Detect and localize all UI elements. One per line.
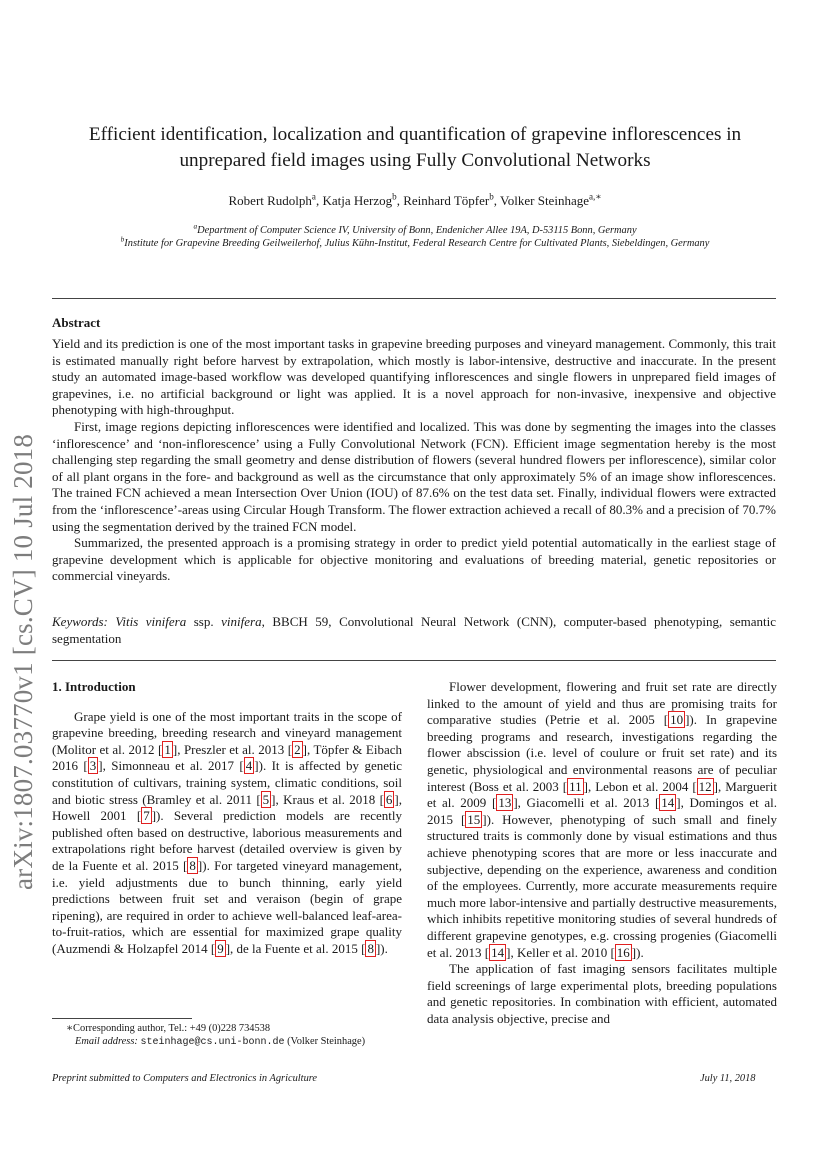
author-name: Volker Steinhage [500, 193, 589, 208]
citation-link[interactable]: [ 6 ] [379, 791, 399, 807]
divider-bottom [52, 660, 776, 661]
citation-link[interactable]: [ 4 ] [239, 758, 259, 774]
citation-link[interactable]: [ 8 ] [183, 857, 203, 873]
intro-paragraph-left: Grape yield is one of the most important traits in the scope of grapevine breeding, breeding research and vineyard management (Molitor et al. 2012 [ 1 ], Preszler et al. 2013 [ 2 ], Töpfer & Eibach 2016 [ 3 ], Simonneau et al. 2017 [ 4 ]). It is affected by genetic constitution of cultivars, training system, climatic conditions, soil and biotic stress (Bramley et al. 2011 [ 5 ], Kraus et al. 2018 [ 6 ], Howell 2001 [ 7 ]). Several prediction models are recently published often based on destructive, laborious measurements and extrapolations right before harvest (detailed overview is given by de la Fuente et al. 2015 [ 8 ]). For targeted vineyard management, i.e. yield adjustments due to bunch thinning, early yield predictions between fruit set and veraison (begin of grape ripening), are required in order to achieve well-balanced leaf-area-to-fruit-ratios, which are essential for maximized grape quality (Auzmendi & Holzapfel 2014 [ 9 ], de la Fuente et al. 2015 [ 8 ]). [52, 708, 403, 956]
abstract-paragraph: Yield and its prediction is one of the most important tasks in grapevine breeding purposes and vineyard management. Commonly, this trait is estimated manually right before harvest by extrapolation, which mostly is labor-intensive, destructive and inaccurate. In the present study an automated image-based workflow was developed quantifying inflorescences and single flowers in unprepared field images of grapevines, i.e. no artificial background or light was applied. It is a novel approach for non-invasive, inexpensive and objective phenotyping with high-throughput. [52, 336, 776, 418]
footer-journal: Preprint submitted to Computers and Electronics in Agriculture [52, 1073, 318, 1084]
abstract-paragraph: First, image regions depicting inflorescences were identified and localized. This was done by segmenting the images into the classes ‘inflorescence’ and ‘non-inflorescence’ using a Fully Convolutional Network (FCN). Efficient image segmentation hereby is the most challenging step regarding the small geometry and dense distribution of flowers (several hundred flowers per inflorescence), similar color of all plant organs in the fore- and background as well as the circumstance that only approximately 5% of an image show inflorescences. The trained FCN achieved a mean Intersection Over Union (IOU) of 87.6% on the test data set. Finally, individual flowers were extracted from the ‘inflorescence’-areas using Circular Hough Transform. The flower extraction achieved a recall of 80.3% and a precision of 70.7% using the segmentation derived by the trained FCN model. [52, 418, 776, 534]
footnote-rule [52, 1018, 192, 1019]
keyword-ssp: ssp. [193, 614, 214, 629]
keyword-species: Vitis vinifera [115, 614, 187, 629]
author-sup: a [311, 191, 316, 202]
keyword-list: , BBCH 59, Convolutional Neural Network (CNN), computer-based phenotyping, semantic segmentation [52, 614, 777, 646]
left-column [52, 679, 402, 958]
keywords [52, 614, 776, 647]
abstract-heading: Abstract [52, 315, 101, 330]
title-line-1: Efficient identification, localization and quantification of grapevine inflorescences in [88, 124, 742, 145]
author-name: Robert Rudolph [228, 193, 312, 208]
right-column [427, 679, 777, 1027]
author-sup: a,∗ [588, 191, 602, 202]
title-line-2: unprepared field images using Fully Convolutional Networks [179, 150, 651, 171]
divider-top [52, 298, 776, 299]
author-list: Robert Rudolph$^a$, Katja Herzog$^b$, Reinhard Töpfer$^b$, Volker Steinhage$^{a,∗}$ [228, 191, 602, 208]
author-sup: b [489, 191, 494, 202]
author-name: Katja Herzog [322, 193, 393, 208]
citation-link[interactable]: [ 14 ] [484, 944, 511, 960]
affiliation-a [52, 224, 778, 238]
citation-link[interactable]: [ 9 ] [210, 940, 231, 956]
keywords-label: Keywords: [52, 614, 108, 629]
keyword-subspecies: vinifera [221, 614, 262, 629]
affiliation-b [52, 237, 778, 251]
footnote-corresponding: ∗Corresponding author, Tel.: +49 (0)228 734538 [66, 1023, 271, 1034]
citation-link[interactable]: [ 13 ] [491, 795, 518, 811]
affiliation-sup: a [193, 222, 198, 231]
citation-link[interactable]: [ 2 ] [287, 741, 307, 757]
citation-link[interactable]: [ 10 ] [663, 712, 690, 728]
affiliation-sup: b [120, 235, 125, 244]
citation-link[interactable]: [ 1 ] [158, 741, 178, 757]
footnote-email [75, 1035, 365, 1049]
abstract-body [52, 336, 776, 585]
citation-link[interactable]: [ 16 ] [610, 944, 637, 960]
email-suffix: (Volker Steinhage) [284, 1036, 366, 1047]
citation-link[interactable]: [ 12 ] [692, 778, 719, 794]
paper-title [52, 122, 778, 174]
affiliation-text: Department of Computer Science IV, University of Bonn, Endenicher Allee 19A, D-53115 Bonn, Germany [197, 225, 637, 236]
citation-link[interactable]: [ 7 ] [136, 808, 157, 824]
author-sup: b [392, 191, 397, 202]
arxiv-stamp: arXiv:1807.03770v1 [cs.CV] 10 Jul 2018 [8, 433, 38, 890]
citation-link[interactable]: [ 8 ] [361, 940, 381, 956]
citation-link[interactable]: [ 15 ] [460, 811, 487, 827]
abstract-paragraph: Summarized, the presented approach is a promising strategy in order to predict yield potential automatically in the earliest stage of grapevine development which is applicable for objective monitoring and evaluations of breeding material, genetic repositories or commercial vineyards. [52, 535, 776, 584]
email-link[interactable]: steinhage@cs.uni-bonn.de [140, 1037, 285, 1048]
section-heading: 1. Introduction [52, 679, 136, 694]
citation-link[interactable]: [ 11 ] [562, 778, 588, 794]
footer-date: July 11, 2018 [700, 1073, 756, 1084]
citation-link[interactable]: [ 14 ] [654, 795, 681, 811]
intro-paragraph-right-1: Flower development, flowering and fruit set rate are directly linked to the amount of yield and thus are promising traits for comparative studies (Petrie et al. 2005 [ 10 ]). In grapevine breeding programs and research, investigations regarding the flower abscission (i.e. level of coulure or fruit set rate) and its genetic, physiological and environmental reasons are of peculiar interest (Boss et al. 2003 [ 11 ], Lebon et al. 2004 [ 12 ], Marguerit et al. 2009 [ 13 ], Giacomelli et al. 2013 [ 14 ], Domingos et al. 2015 [ 15 ]). However, phenotyping of such small and finely structured traits is commonly done by visual estimations and thus achieve phenotyping scores that are more or less inaccurate and subjective, depending on the experience, awareness and condition of the employees. Currently, more accurate measurements require much more labor-intensive and partially destructive measurements, which inhibits repetitive monitoring studies of several hundreds of different grapevine genotypes, e.g. crossing progenies (Giacomelli et al. 2013 [ 14 ], Keller et al. 2010 [ 16 ]). [427, 679, 778, 960]
citation-link[interactable]: [ 3 ] [83, 758, 103, 774]
author-name: Reinhard Töpfer [403, 193, 490, 208]
intro-paragraph-right-2: The application of fast imaging sensors facilitates multiple field screenings of large experimental plots, breeding populations and genetic repositories. In combination with efficient, automated data analysis objective, precise and [427, 961, 777, 1026]
citation-link[interactable]: [ 5 ] [256, 791, 276, 807]
email-label: Email address: [75, 1036, 138, 1047]
affiliation-text: Institute for Grapevine Breeding Geilweilerhof, Julius Kühn-Institut, Federal Research Centre for Cultivated Plants, Siebeldingen, Germany [124, 238, 710, 249]
